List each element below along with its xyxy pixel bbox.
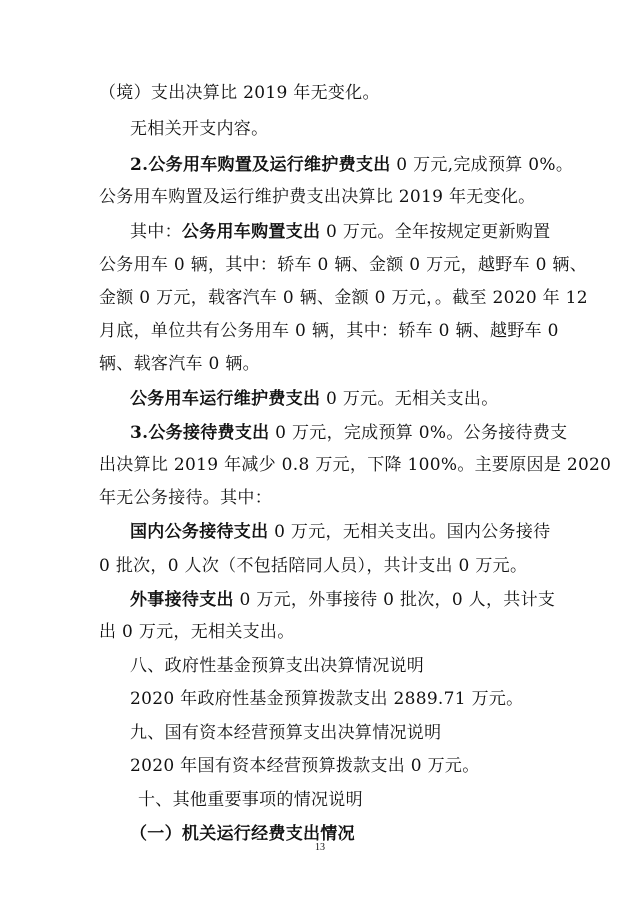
bold-term: 2.公务用车购置及运行维护费支出 — [130, 155, 391, 175]
line-text: 八、政府性基金预算支出决算情况说明 — [130, 656, 425, 676]
line-text: 0 万元,完成预算 0%。 — [390, 155, 574, 175]
bold-term: 公务用车购置支出 — [181, 222, 321, 242]
line-text: 十、其他重要事项的情况说明 — [138, 790, 363, 810]
text-line-13 — [99, 487, 272, 509]
text-line-15 — [99, 555, 527, 577]
section-8-heading — [130, 655, 424, 677]
bold-term: 3.公务接待费支出 — [130, 423, 270, 443]
line-text: 出决算比 2019 年减少 0.8 万元，下降 100%。主要原因是 2020 — [99, 455, 612, 475]
text-line-4 — [99, 186, 535, 208]
bold-term: 外事接待支出 — [130, 590, 234, 610]
text-line-1 — [99, 82, 380, 104]
section-3-heading-line — [130, 422, 567, 444]
line-text: 辆、载客汽车 0 辆。 — [99, 354, 260, 374]
line-text: 年无公务接待。其中： — [99, 488, 272, 508]
section-2-heading-line — [130, 154, 573, 176]
maintenance-expense-line — [130, 388, 499, 410]
line-text: 0 批次，0 人次（不包括陪同人员），共计支出 0 万元。 — [99, 556, 528, 576]
line-text: 公务用车购置及运行维护费支出决算比 2019 年无变化。 — [99, 187, 536, 207]
text-line-19 — [130, 688, 523, 710]
line-text: 0 万元，完成预算 0%。公务接待费支 — [269, 423, 568, 443]
section-10-heading — [138, 789, 363, 811]
line-text: 金额 0 万元，载客汽车 0 辆、金额 0 万元，。截至 2020 年 12 — [99, 288, 588, 308]
text-line-2 — [130, 118, 268, 140]
line-text: （境）支出决算比 2019 年无变化。 — [99, 83, 380, 103]
line-text: 0 万元，无相关支出。国内公务接待 — [268, 522, 551, 542]
line-text: 公务用车 0 辆，其中：轿车 0 辆、金额 0 万元，越野车 0 辆、 — [99, 255, 587, 275]
line-text: 0 万元。无相关支出。 — [320, 389, 499, 409]
line-text: 月底，单位共有公务用车 0 辆，其中：轿车 0 辆、越野车 0 — [99, 321, 559, 341]
line-text: 0 万元，外事接待 0 批次，0 人，共计支 — [233, 590, 556, 610]
line-text: 出 0 万元，无相关支出。 — [99, 622, 295, 642]
bold-term: 公务用车运行维护费支出 — [130, 389, 321, 409]
line-text: 0 万元。全年按规定更新购置 — [320, 222, 551, 242]
bold-term: 国内公务接待支出 — [130, 522, 269, 542]
line-prefix: 其中： — [130, 222, 182, 242]
purchase-expense-line — [130, 221, 550, 243]
section-9-heading — [130, 722, 441, 744]
text-line-21 — [130, 755, 480, 777]
foreign-reception-line — [130, 589, 555, 611]
line-text: （一）机关运行经费支出情况 — [130, 824, 355, 844]
text-line-8 — [99, 320, 559, 342]
text-line-9 — [99, 353, 260, 375]
text-line-7 — [99, 287, 588, 309]
domestic-reception-line — [130, 521, 550, 543]
line-text: 2020 年国有资本经营预算拨款支出 0 万元。 — [130, 756, 480, 776]
text-line-17 — [99, 621, 295, 643]
line-text: 九、国有资本经营预算支出决算情况说明 — [130, 723, 442, 743]
text-line-6 — [99, 254, 587, 276]
line-text: 2020 年政府性基金预算拨款支出 2889.71 万元。 — [130, 689, 524, 709]
line-text: 无相关开支内容。 — [130, 119, 269, 139]
page-number: 13 — [315, 842, 325, 853]
text-line-12 — [99, 454, 611, 476]
